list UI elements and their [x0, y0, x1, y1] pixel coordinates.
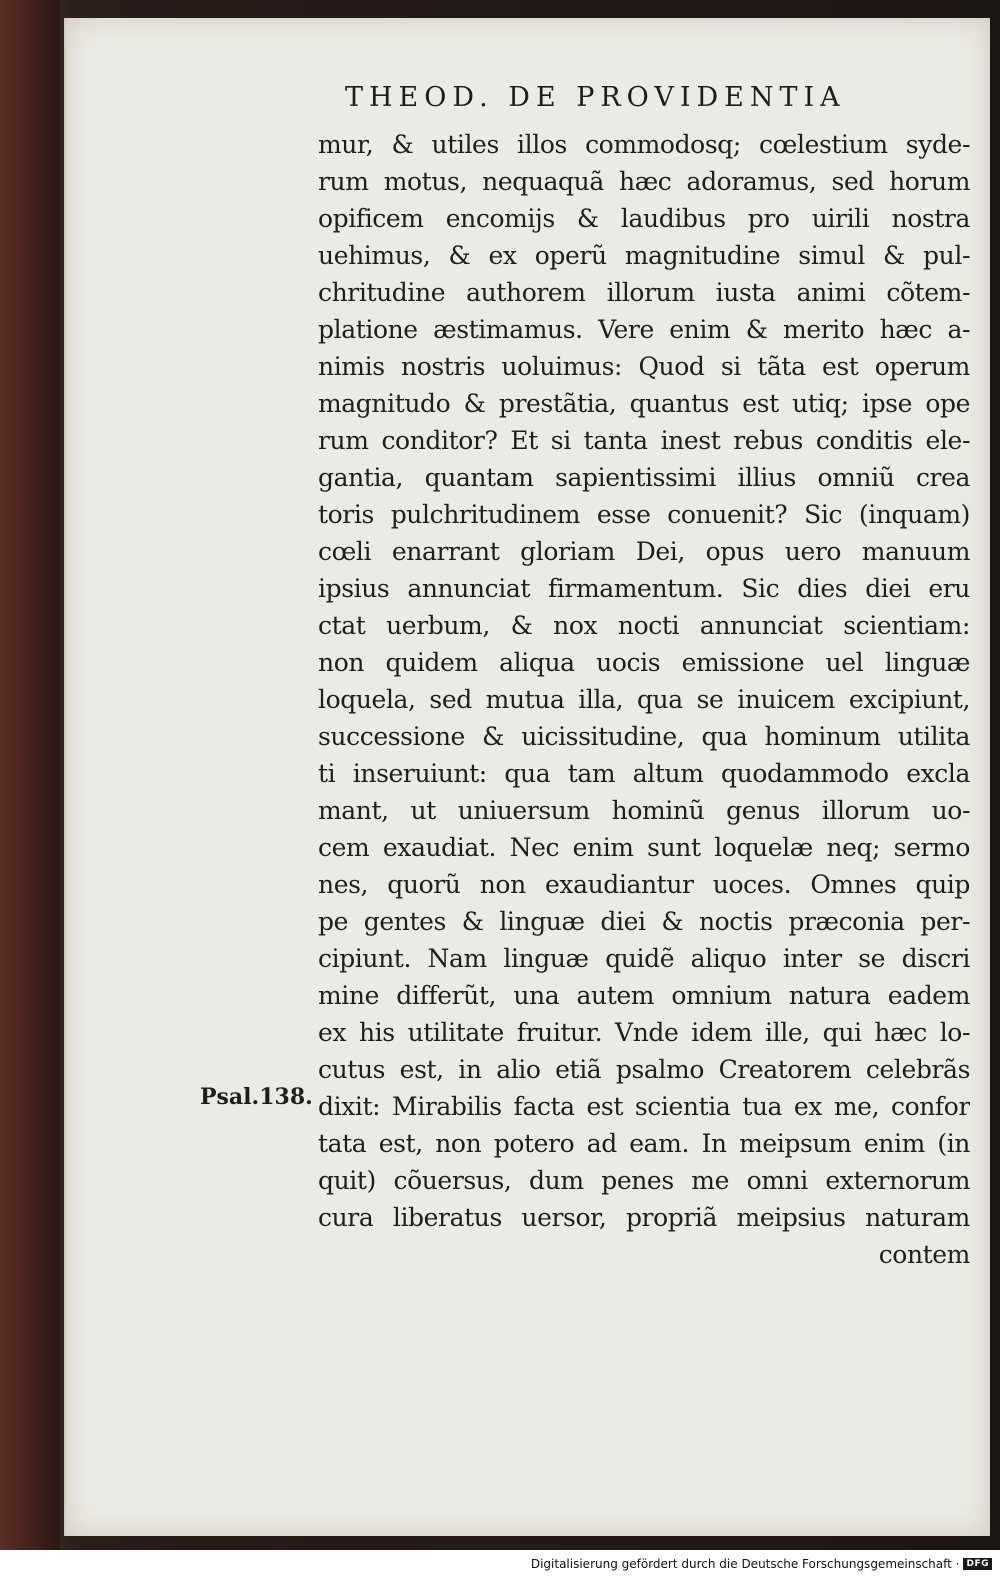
text-line-12: cœli enarrant gloriam Dei, opus uero manuum — [318, 537, 970, 566]
text-line-1: mur, & utiles illos commodosq; cœlestium syde- — [318, 130, 970, 159]
text-line-10: gantia, quantam sapientissimi illius omniũ crea — [318, 463, 970, 492]
text-line-15: non quidem aliqua uocis emissione uel linguæ — [318, 648, 970, 677]
dfg-logo: DFG — [963, 1558, 992, 1570]
text-line-28: tata est, non potero ad eam. In meipsum enim (in — [318, 1129, 970, 1158]
text-line-23: cipiunt. Nam linguæ quidẽ aliquo inter se discri — [318, 944, 970, 973]
text-line-6: platione æstimamus. Vere enim & merito hæc a- — [318, 315, 970, 344]
text-block — [318, 126, 970, 1273]
text-line-9: rum conditor? Et si tanta inest rebus conditis ele- — [318, 426, 970, 455]
text-line-13: ipsius annunciat firmamentum. Sic dies diei eru — [318, 574, 970, 603]
text-line-3: opificem encomijs & laudibus pro uirili nostra — [318, 204, 970, 233]
text-line-19: mant, ut uniuersum hominũ genus illorum uo- — [318, 796, 970, 825]
text-line-22: pe gentes & linguæ diei & noctis præconia per- — [318, 907, 970, 936]
text-line-17: successione & uicissitudine, qua hominum utilita — [318, 722, 970, 751]
text-line-26: cutus est, in alio etiã psalmo Creatorem celebrãs — [318, 1055, 970, 1084]
footer-text: Digitalisierung gefördert durch die Deutsche Forschungsgemeinschaft · — [530, 1557, 960, 1571]
book-spine — [0, 0, 60, 1550]
text-line-27: dixit: Mirabilis facta est scientia tua ex me, confor — [318, 1092, 970, 1121]
text-line-11: toris pulchritudinem esse conuenit? Sic (inquam) — [318, 500, 970, 529]
text-line-5: chritudine authorem illorum iusta animi cõtem- — [318, 278, 970, 307]
text-line-20: cem exaudiat. Nec enim sunt loquelæ neq; sermo — [318, 833, 970, 862]
text-line-16: loquela, sed mutua illa, qua se inuicem excipiunt, — [318, 685, 970, 714]
text-line-24: mine differũt, una autem omnium natura eadem — [318, 981, 970, 1010]
text-line-8: magnitudo & prestãtia, quantus est utiq; ipse ope — [318, 389, 970, 418]
text-line-14: ctat uerbum, & nox nocti annunciat scientiam: — [318, 611, 970, 640]
running-head: THEOD. DE PROVIDENTIA — [345, 82, 846, 113]
text-line-2: rum motus, nequaquã hæc adoramus, sed horum — [318, 167, 970, 196]
text-line-29: quit) cõuersus, dum penes me omni externorum — [318, 1166, 970, 1195]
text-line-25: ex his utilitate fruitur. Vnde idem ille, qui hæc lo- — [318, 1018, 970, 1047]
catchword: contem — [878, 1240, 970, 1269]
text-line-4: uehimus, & ex operũ magnitudine simul & pul- — [318, 241, 970, 270]
text-line-7: nimis nostris uoluimus: Quod si tãta est operum — [318, 352, 970, 381]
text-line-21: nes, quorũ non exaudiantur uoces. Omnes quip — [318, 870, 970, 899]
text-line-18: ti inseruiunt: qua tam altum quodammodo excla — [318, 759, 970, 788]
text-line-30: cura liberatus uersor, propriã meipsius naturam — [318, 1203, 970, 1232]
footer-credit — [531, 1557, 992, 1571]
marginal-note: Psal.138. — [200, 1084, 313, 1110]
